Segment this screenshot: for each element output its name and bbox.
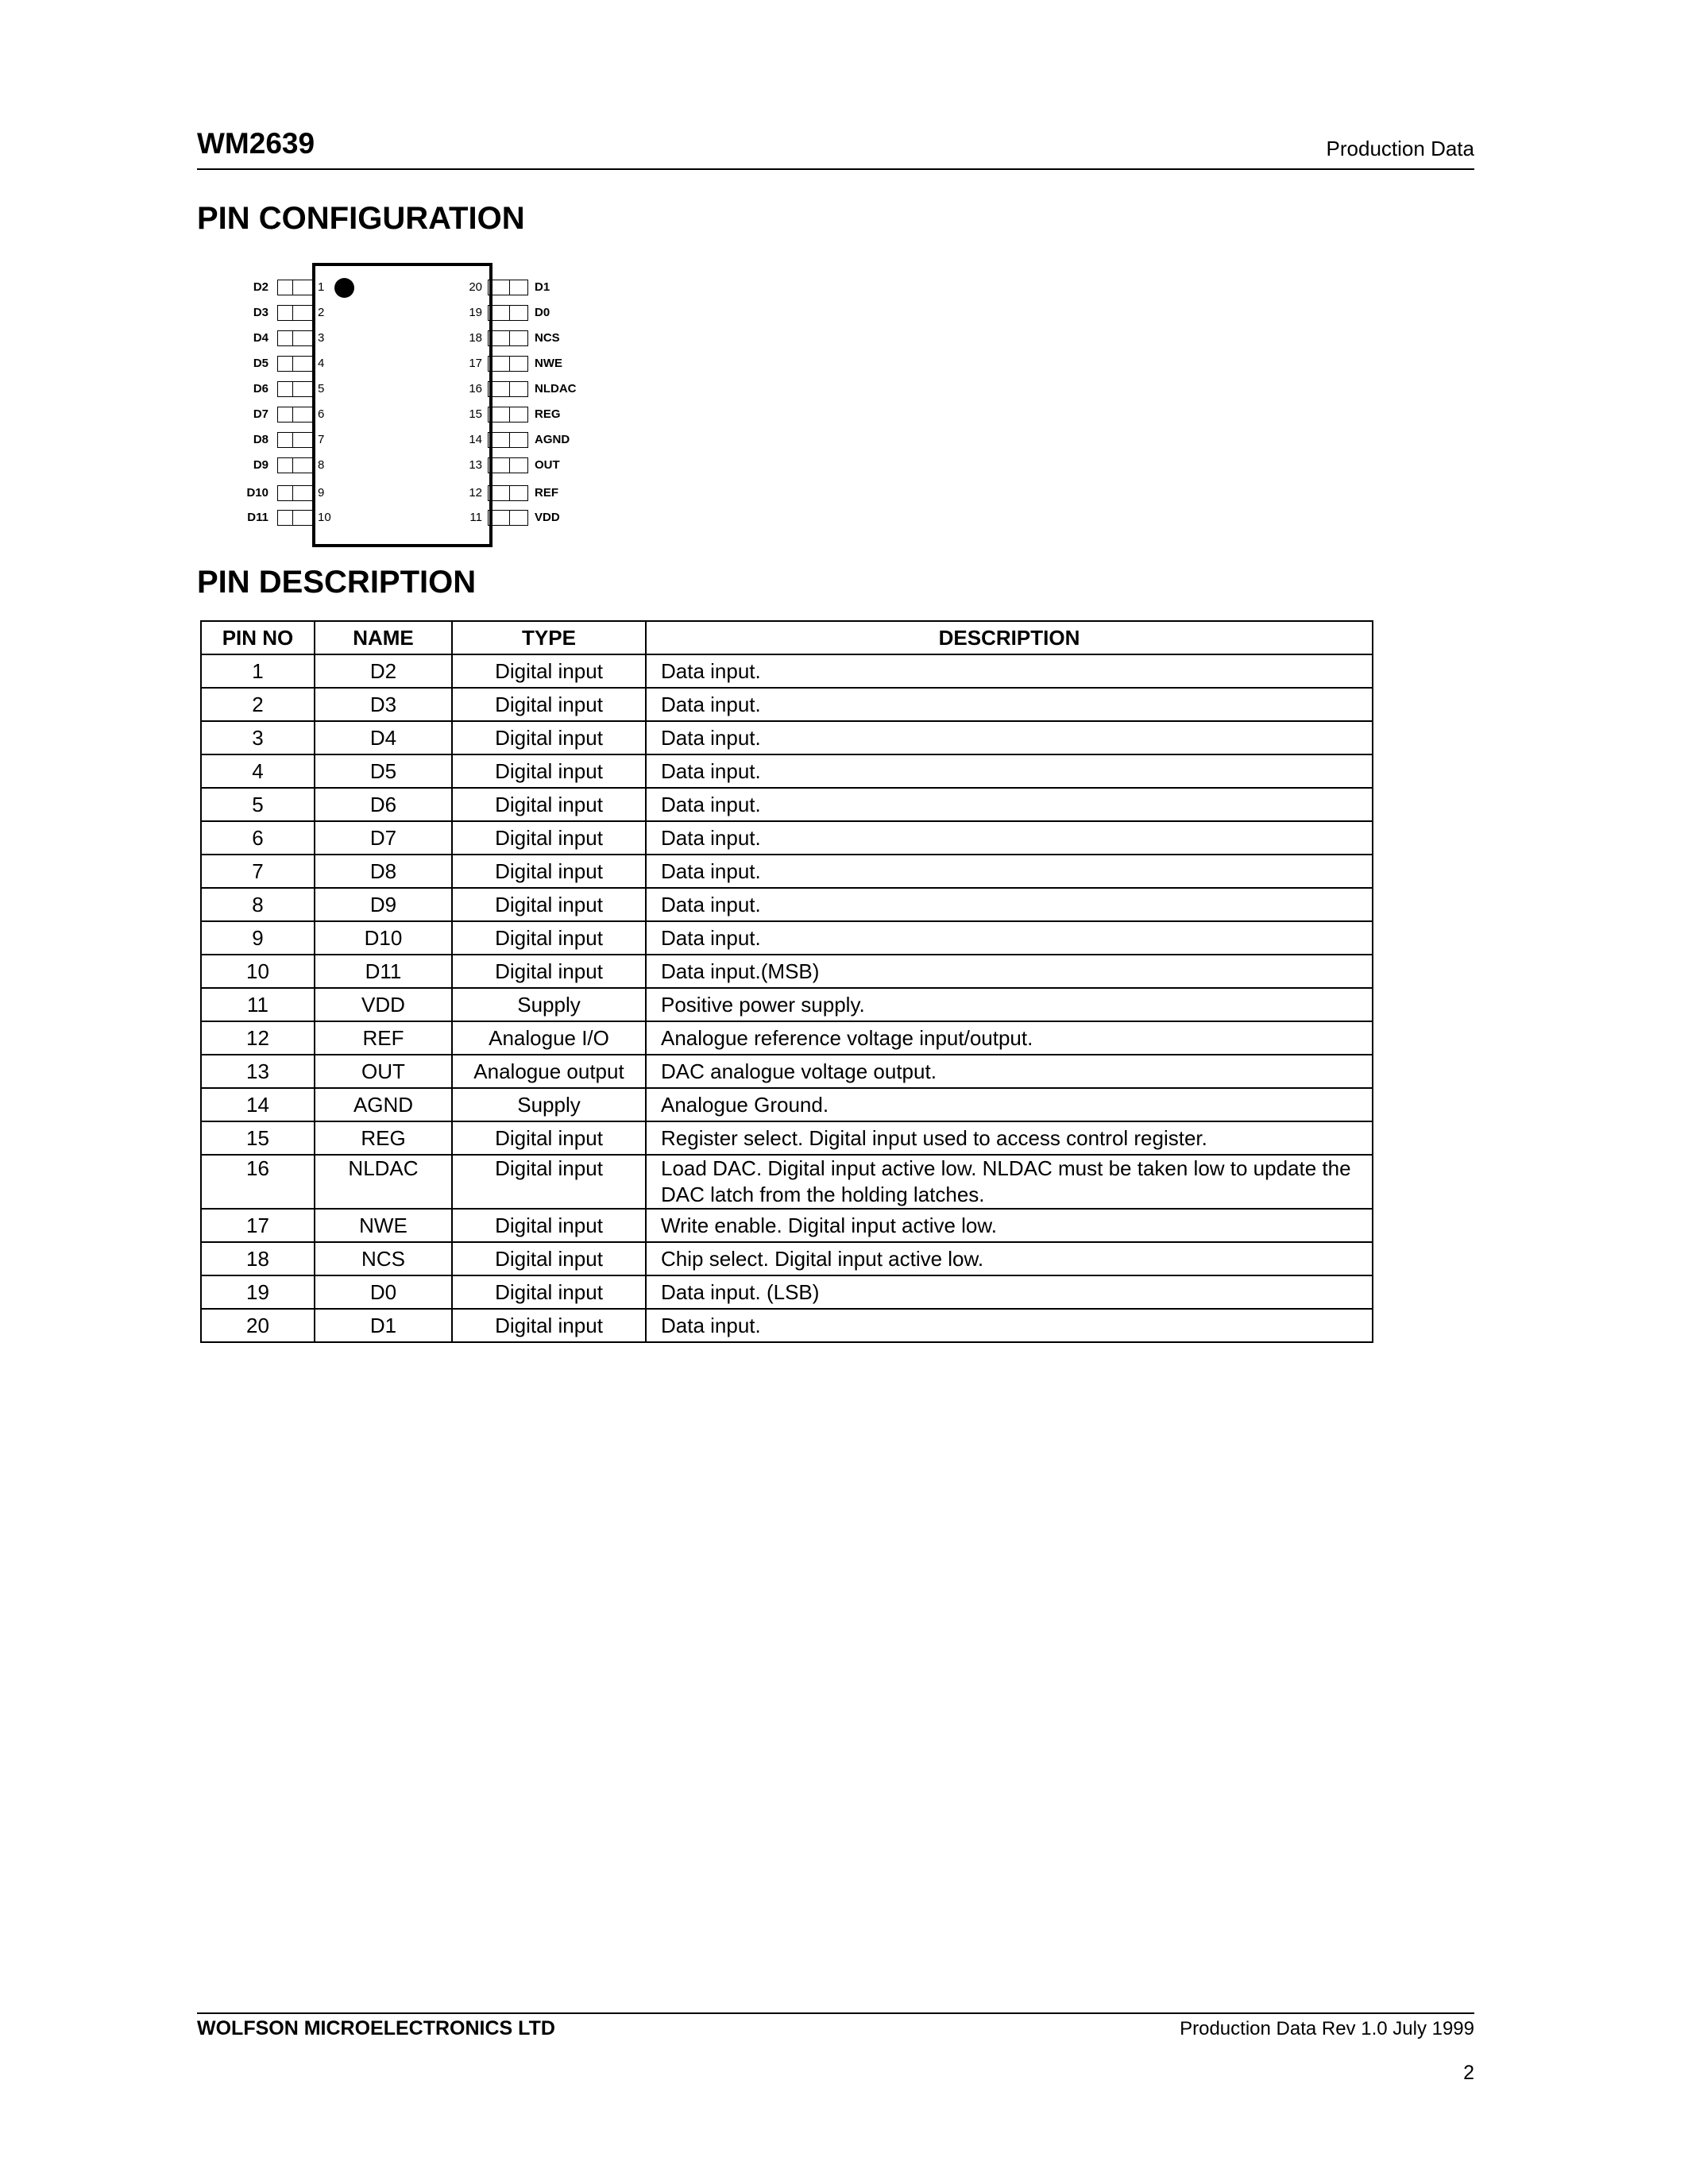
cell-description: Write enable. Digital input active low.: [646, 1209, 1373, 1242]
cell-description: Data input.: [646, 654, 1373, 688]
table-row: [201, 855, 1373, 888]
pin-name: D7: [253, 407, 268, 421]
cell-pin-no: 20: [201, 1309, 315, 1342]
pin-name: OUT: [535, 458, 560, 472]
pin-number: 11: [469, 511, 482, 524]
header-rule: [197, 168, 1474, 170]
cell-name: AGND: [315, 1088, 452, 1121]
col-type: TYPE: [452, 621, 646, 654]
cell-name: NWE: [315, 1209, 452, 1242]
cell-name: NLDAC: [315, 1155, 452, 1209]
cell-name: D0: [315, 1275, 452, 1309]
cell-description: Data input.: [646, 888, 1373, 921]
cell-type: Digital input: [452, 821, 646, 855]
cell-description: Positive power supply.: [646, 988, 1373, 1021]
pin-description-table: [200, 620, 1373, 1343]
cell-name: D4: [315, 721, 452, 754]
pin-name: D3: [253, 306, 268, 319]
cell-name: D5: [315, 754, 452, 788]
document-status: Production Data: [1326, 137, 1474, 160]
pin-number: 20: [469, 280, 482, 294]
pin-name: D10: [246, 486, 268, 500]
pin-number: 13: [469, 458, 482, 472]
pin-name: D6: [253, 382, 268, 396]
pin-number: 8: [318, 458, 325, 472]
cell-pin-no: 15: [201, 1121, 315, 1155]
cell-type: Digital input: [452, 1275, 646, 1309]
pin-lead: [277, 407, 315, 423]
pin-name: AGND: [535, 433, 570, 446]
pin-name: D1: [535, 280, 550, 294]
pin-name: D2: [253, 280, 268, 294]
table-row: [201, 788, 1373, 821]
pin-lead: [488, 356, 528, 372]
cell-description: Analogue reference voltage input/output.: [646, 1021, 1373, 1055]
pin-name: VDD: [535, 511, 560, 524]
cell-name: REG: [315, 1121, 452, 1155]
cell-name: NCS: [315, 1242, 452, 1275]
cell-pin-no: 14: [201, 1088, 315, 1121]
footer-revision: Production Data Rev 1.0 July 1999: [1180, 2018, 1474, 2039]
cell-type: Digital input: [452, 754, 646, 788]
chip-body: [312, 263, 492, 547]
pin-number: 10: [318, 511, 331, 524]
cell-type: Digital input: [452, 721, 646, 754]
pin-lead: [277, 356, 315, 372]
pin-number: 9: [318, 486, 325, 500]
cell-type: Supply: [452, 1088, 646, 1121]
cell-type: Digital input: [452, 688, 646, 721]
pin-number: 7: [318, 433, 325, 446]
page-number: 2: [1463, 2062, 1474, 2084]
table-row: [201, 1121, 1373, 1155]
cell-type: Digital input: [452, 788, 646, 821]
pin-lead: [277, 457, 315, 473]
pin-configuration-heading: PIN CONFIGURATION: [197, 201, 525, 236]
cell-type: Digital input: [452, 1309, 646, 1342]
table-row: [201, 1088, 1373, 1121]
cell-type: Digital input: [452, 654, 646, 688]
pin-name: D4: [253, 331, 268, 345]
cell-description: Data input.(MSB): [646, 955, 1373, 988]
cell-description: Chip select. Digital input active low.: [646, 1242, 1373, 1275]
cell-name: D9: [315, 888, 452, 921]
cell-pin-no: 4: [201, 754, 315, 788]
cell-name: REF: [315, 1021, 452, 1055]
pin-name: D9: [253, 458, 268, 472]
cell-description: Analogue Ground.: [646, 1088, 1373, 1121]
cell-description: Data input. (LSB): [646, 1275, 1373, 1309]
pin-lead: [488, 305, 528, 321]
cell-description: Register select. Digital input used to access control register.: [646, 1121, 1373, 1155]
pin-number: 1: [318, 280, 325, 294]
table-row: [201, 1021, 1373, 1055]
pin-name: NWE: [535, 357, 562, 370]
pin-number: 2: [318, 306, 325, 319]
table-row: [201, 821, 1373, 855]
pin-name: REG: [535, 407, 561, 421]
footer-rule: [197, 2012, 1474, 2014]
pin-number: 12: [469, 486, 482, 500]
pin-number: 5: [318, 382, 325, 396]
cell-description: Data input.: [646, 788, 1373, 821]
table-row: [201, 721, 1373, 754]
table-row: [201, 1055, 1373, 1088]
cell-description: Data input.: [646, 855, 1373, 888]
table-row: [201, 688, 1373, 721]
cell-name: D6: [315, 788, 452, 821]
pin-lead: [277, 485, 315, 501]
cell-type: Digital input: [452, 888, 646, 921]
cell-name: OUT: [315, 1055, 452, 1088]
cell-pin-no: 6: [201, 821, 315, 855]
cell-name: D2: [315, 654, 452, 688]
cell-description: Data input.: [646, 1309, 1373, 1342]
pin-lead: [488, 381, 528, 397]
document-title: WM2639: [197, 127, 315, 160]
cell-pin-no: 1: [201, 654, 315, 688]
table-row: [201, 654, 1373, 688]
cell-type: Analogue output: [452, 1055, 646, 1088]
pin-lead: [488, 280, 528, 295]
cell-pin-no: 2: [201, 688, 315, 721]
table-row: [201, 955, 1373, 988]
cell-pin-no: 8: [201, 888, 315, 921]
col-description: DESCRIPTION: [646, 621, 1373, 654]
cell-pin-no: 12: [201, 1021, 315, 1055]
table-row: [201, 754, 1373, 788]
pin-lead: [277, 280, 315, 295]
cell-description: Data input.: [646, 821, 1373, 855]
table-row: [201, 921, 1373, 955]
pin-lead: [488, 485, 528, 501]
pin-number: 15: [469, 407, 482, 421]
pin-lead: [277, 330, 315, 346]
pin-name: D5: [253, 357, 268, 370]
cell-pin-no: 9: [201, 921, 315, 955]
pin-number: 16: [469, 382, 482, 396]
pin-name: D0: [535, 306, 550, 319]
pin-number: 17: [469, 357, 482, 370]
cell-description: Data input.: [646, 721, 1373, 754]
cell-type: Digital input: [452, 921, 646, 955]
footer-company: WOLFSON MICROELECTRONICS LTD: [197, 2017, 555, 2039]
cell-pin-no: 19: [201, 1275, 315, 1309]
cell-pin-no: 10: [201, 955, 315, 988]
cell-type: Supply: [452, 988, 646, 1021]
pin-number: 18: [469, 331, 482, 345]
table-header-row: [201, 621, 1373, 654]
pin-number: 3: [318, 331, 325, 345]
cell-name: D3: [315, 688, 452, 721]
table-row: [201, 1275, 1373, 1309]
pin-lead: [488, 330, 528, 346]
pin-number: 4: [318, 357, 325, 370]
cell-pin-no: 18: [201, 1242, 315, 1275]
pin-description-heading: PIN DESCRIPTION: [197, 565, 477, 600]
pin-lead: [488, 407, 528, 423]
cell-type: Digital input: [452, 1155, 646, 1209]
cell-type: Digital input: [452, 855, 646, 888]
pin-lead: [488, 510, 528, 526]
pin-name: D8: [253, 433, 268, 446]
pin-lead: [277, 305, 315, 321]
cell-type: Digital input: [452, 1242, 646, 1275]
pin-lead: [277, 432, 315, 448]
cell-description: DAC analogue voltage output.: [646, 1055, 1373, 1088]
cell-description: Data input.: [646, 688, 1373, 721]
table-row: [201, 988, 1373, 1021]
cell-pin-no: 7: [201, 855, 315, 888]
pin-number: 14: [469, 433, 482, 446]
pin-lead: [277, 510, 315, 526]
pin-name: D11: [247, 511, 268, 524]
col-pin-no: PIN NO: [201, 621, 315, 654]
cell-type: Digital input: [452, 1209, 646, 1242]
cell-name: D11: [315, 955, 452, 988]
pin-name: REF: [535, 486, 558, 500]
cell-name: D8: [315, 855, 452, 888]
cell-pin-no: 5: [201, 788, 315, 821]
cell-type: Digital input: [452, 1121, 646, 1155]
cell-description: Data input.: [646, 754, 1373, 788]
table-row: [201, 888, 1373, 921]
cell-name: VDD: [315, 988, 452, 1021]
table-row: [201, 1242, 1373, 1275]
table-row: [201, 1155, 1373, 1209]
table-row: [201, 1309, 1373, 1342]
cell-name: D7: [315, 821, 452, 855]
table-row: [201, 1209, 1373, 1242]
pin-lead: [488, 432, 528, 448]
cell-pin-no: 13: [201, 1055, 315, 1088]
cell-name: D10: [315, 921, 452, 955]
cell-description: Data input.: [646, 921, 1373, 955]
pin-name: NCS: [535, 331, 560, 345]
cell-name: D1: [315, 1309, 452, 1342]
pin-name: NLDAC: [535, 382, 577, 396]
cell-type: Digital input: [452, 955, 646, 988]
cell-description: Load DAC. Digital input active low. NLDAC must be taken low to update the DAC latch from the holding latches.: [646, 1155, 1373, 1209]
pin-lead: [488, 457, 528, 473]
cell-pin-no: 16: [201, 1155, 315, 1209]
pin-lead: [277, 381, 315, 397]
pin-number: 6: [318, 407, 325, 421]
cell-pin-no: 17: [201, 1209, 315, 1242]
cell-pin-no: 11: [201, 988, 315, 1021]
pin1-marker-icon: [334, 278, 354, 298]
col-name: NAME: [315, 621, 452, 654]
cell-type: Analogue I/O: [452, 1021, 646, 1055]
pin-number: 19: [469, 306, 482, 319]
cell-pin-no: 3: [201, 721, 315, 754]
